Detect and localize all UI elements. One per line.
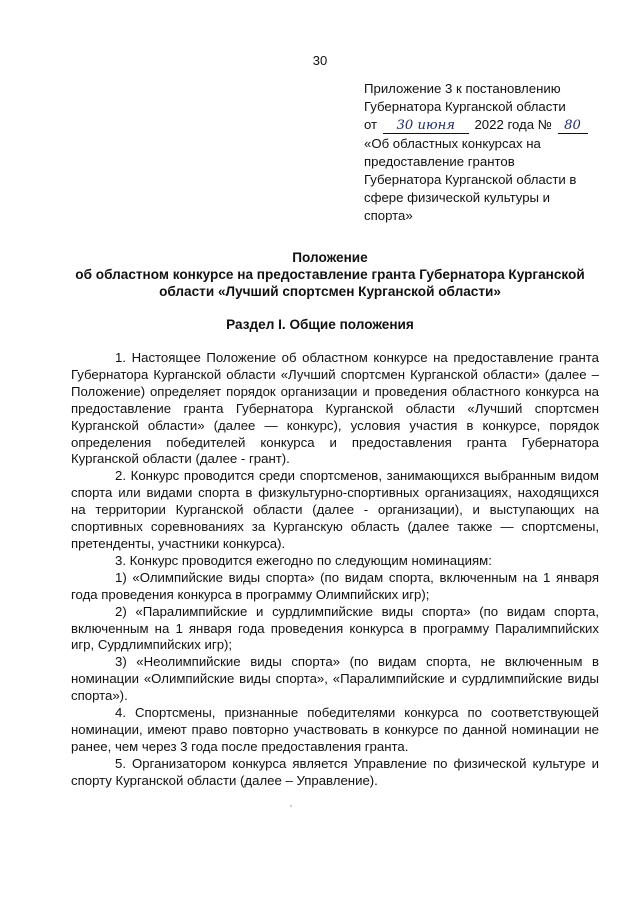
title-line-2: об областном конкурсе на предоставление гранта Губернатора Курганской xyxy=(75,267,585,282)
paragraph-3: 3. Конкурс проводится ежегодно по следующим номинациям: xyxy=(115,552,492,568)
appendix-line-5: предоставление грантов xyxy=(364,153,515,169)
page-number: 30 xyxy=(312,53,328,68)
appendix-line-1: Приложение 3 к постановлению xyxy=(364,81,561,96)
appendix-line-6: Губернатора Курганской области в xyxy=(364,172,577,188)
appendix-line-8: спорта» xyxy=(364,208,413,224)
paragraph-2: 2. Конкурс проводится среди спортсменов, занимающихся выбранным видом спорта или видами спорта в физкультурно-спортивных организациях, находящихся на территории Курганской области (далее - организации), и выступающих на спортивных соревнованиях за Курганскую область (далее также — спортсмены, претенденты, участники конкурса). xyxy=(71,468,599,551)
scan-speck xyxy=(290,805,292,807)
handwritten-date: 30 июня xyxy=(383,119,469,134)
date-suffix: 2022 года № xyxy=(474,117,552,133)
appendix-line-4: «Об областных конкурсах на xyxy=(364,135,541,151)
nomination-3: 3) «Неолимпийские виды спорта» (по видам спорта, не включенным в номинации «Олимпийские виды спорта», «Паралимпийские и сурдлимпийские виды спорта»). xyxy=(71,654,599,704)
appendix-block xyxy=(364,80,612,226)
paragraph-1: 1. Настоящее Положение об областном конкурсе на предоставление гранта Губернатора Курганской области «Лучший спортсмен Курганской области» (далее – Положение) определяет порядок организации и проведения областного конкурса на предоставление гранта Губернатора Курганской области «Лучший спортсмен Курганской области» (далее — конкурс), условия участия в конкурсе, порядок определения победителей конкурса и предоставления гранта Губернатора Курганской области (далее - грант). xyxy=(71,350,599,467)
appendix-line-7: сфере физической культуры и xyxy=(364,190,551,206)
title-line-1: Положение xyxy=(292,250,368,265)
document-body xyxy=(71,350,599,790)
section-heading: Раздел I. Общие положения xyxy=(226,317,414,332)
nomination-1: 1) «Олимпийские виды спорта» (по видам спорта, включенным на 1 января года проведения конкурса в программу Олимпийских игр); xyxy=(71,569,599,602)
title-line-3: области «Лучший спортсмен Курганской области» xyxy=(159,284,501,299)
date-prefix: от xyxy=(364,117,378,133)
nomination-2: 2) «Паралимпийские и сурдлимпийские виды спорта» (по видам спорта, включенным на 1 января года проведения конкурса в программу Паралимпийских игр, Сурдлимпийских игр); xyxy=(71,603,599,653)
paragraph-5: 5. Организатором конкурса является Управление по физической культуре и спорту Курганской области (далее – Управление). xyxy=(71,755,599,788)
paragraph-4: 4. Спортсмены, признанные победителями конкурса по соответствующей номинации, имеют право повторно участвовать в конкурсе по данной номинации не ранее, чем через 3 года после предоставления гранта. xyxy=(71,705,599,754)
document-title xyxy=(60,249,600,300)
appendix-date-line xyxy=(364,116,612,134)
appendix-line-2: Губернатора Курганской области xyxy=(364,99,566,115)
handwritten-number: 80 xyxy=(558,119,588,134)
